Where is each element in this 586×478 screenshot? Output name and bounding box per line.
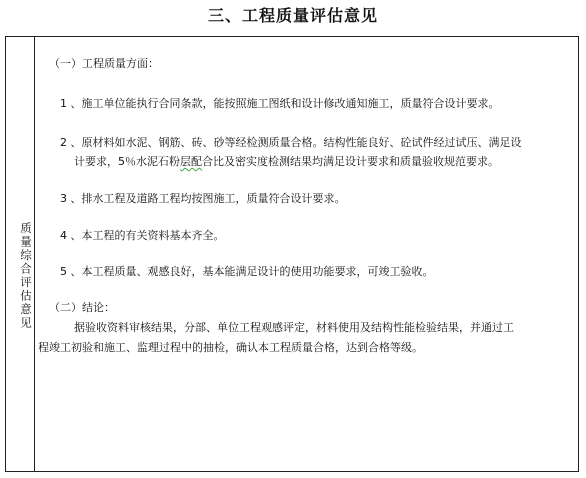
item-2-line1: 2 、原材料如水泥、钢筋、砖、砂等经检测质量合格。结构性能良好、砼试件经过试压、满足设 [60, 136, 522, 149]
item-5: 5 、本工程质量、观感良好，基本能满足设计的使用功能要求，可竣工验收。 [60, 265, 434, 278]
row-label: 质量综合评估意见 [19, 222, 33, 330]
assessment-table [5, 36, 579, 472]
document-title: 三、工程质量评估意见 [207, 6, 378, 25]
conclusion-line1: 据验收资料审核结果，分部、单位工程观感评定，材料使用及结构性能检验结果，并通过工 [74, 321, 514, 334]
conclusion-line2: 程竣工初验和施工、监理过程中的抽检，确认本工程质量合格，达到合格等级。 [38, 341, 423, 354]
item-2-text-b: 层配 [180, 155, 202, 168]
row-label-cell [6, 37, 35, 471]
item-2-text-c: 合比及密实度检测结果均满足设计要求和质量验收规范要求。 [202, 155, 499, 168]
section1-heading: （一）工程质量方面： [49, 57, 159, 70]
item-2-line2 [74, 152, 499, 171]
item-2-text-a: 计要求，5％水泥石粉 [74, 155, 180, 168]
item-4: 4 、本工程的有关资料基本齐全。 [60, 229, 225, 242]
assessment-content [35, 37, 578, 471]
section2-heading: （二）结论： [49, 301, 115, 314]
item-1: 1 、施工单位能执行合同条款，能按照施工图纸和设计修改通知施工，质量符合设计要求。 [60, 97, 500, 110]
item-3: 3 、排水工程及道路工程均按图施工，质量符合设计要求。 [60, 192, 346, 205]
